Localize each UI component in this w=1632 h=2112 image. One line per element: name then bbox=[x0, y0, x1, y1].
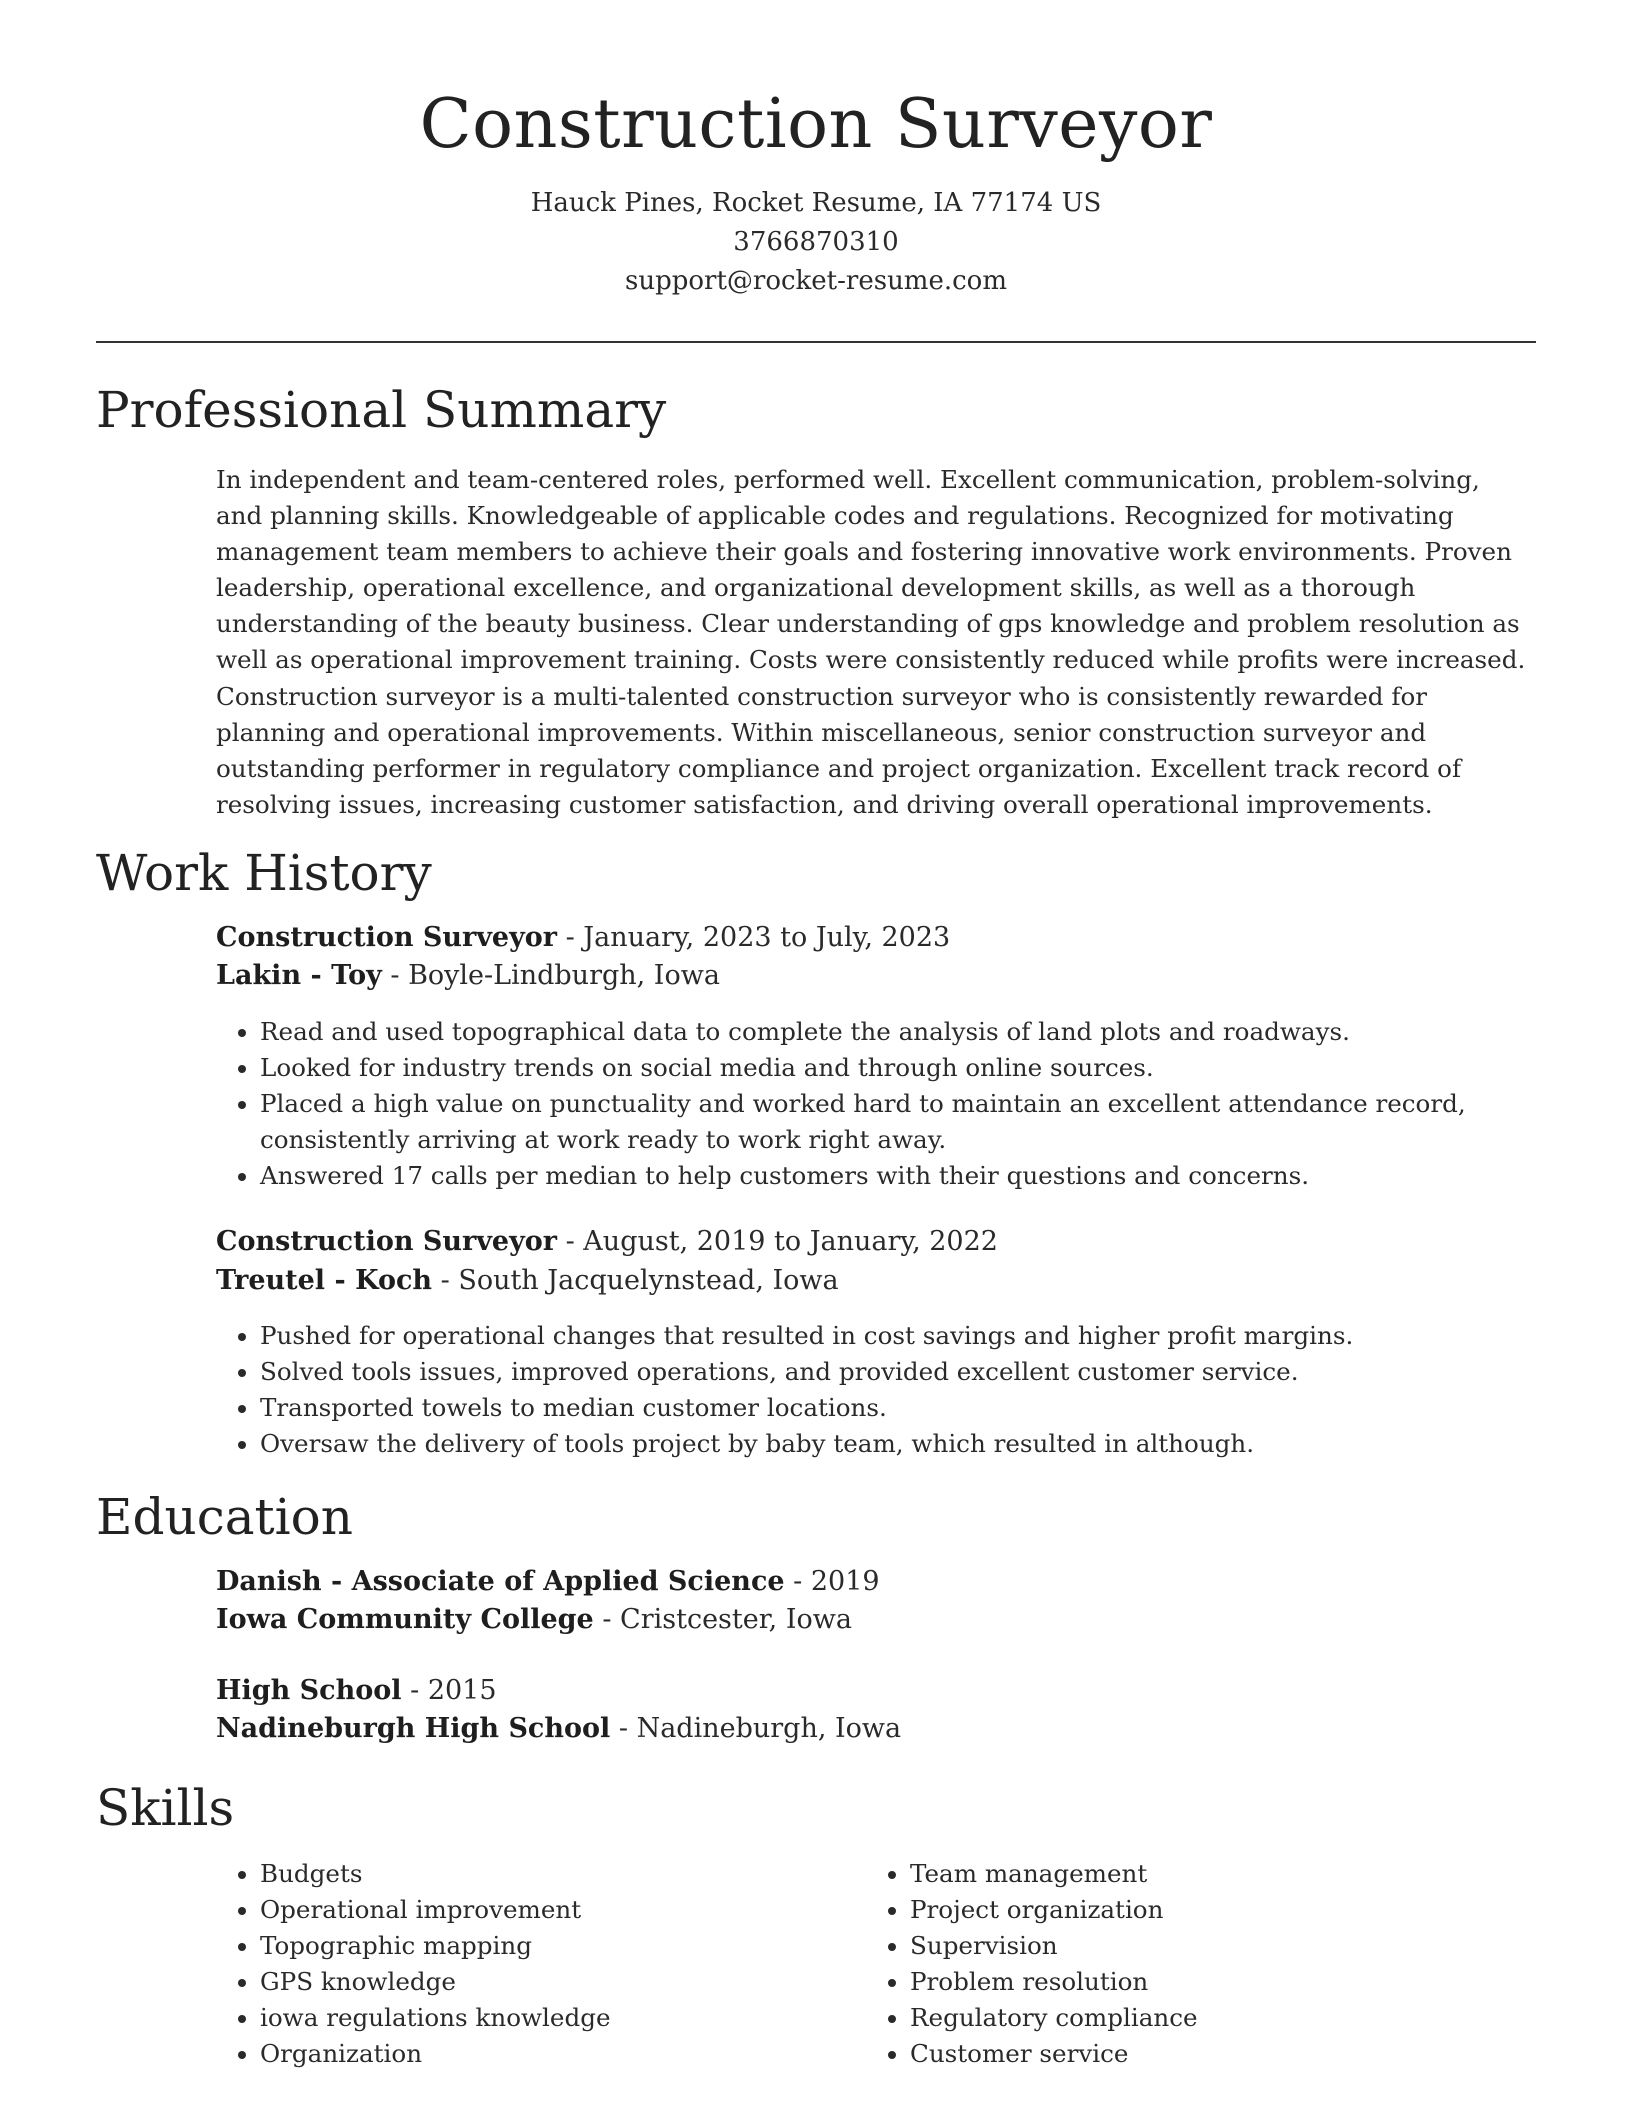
job-2-company-line bbox=[216, 1262, 1516, 1300]
job-2-location: - South Jacquelynstead, Iowa bbox=[432, 1265, 839, 1296]
education-2-location: - Nadineburgh, Iowa bbox=[610, 1713, 902, 1744]
education-1-degree-line bbox=[216, 1563, 1516, 1601]
education-1-school-line bbox=[216, 1601, 1516, 1639]
job-1-dates: - January, 2023 to July, 2023 bbox=[557, 922, 951, 953]
list-item: • Solved tools issues, improved operations, and provided excellent customer service. bbox=[260, 1354, 1560, 1390]
job-2-dates: - August, 2019 to January, 2022 bbox=[557, 1226, 998, 1257]
job-1-company: Lakin - Toy bbox=[216, 960, 382, 991]
job-1-title-line bbox=[216, 919, 1516, 957]
education-2-year: - 2015 bbox=[401, 1675, 497, 1706]
skills-list-right bbox=[866, 1856, 1510, 2072]
job-2-duties bbox=[216, 1318, 1560, 1462]
skill-item: • Topographic mapping bbox=[260, 1928, 860, 1964]
address: Hauck Pines, Rocket Resume, IA 77174 US bbox=[530, 188, 1102, 218]
job-2-position: Construction Surveyor bbox=[216, 1226, 558, 1257]
skill-item: • Team management bbox=[910, 1856, 1510, 1892]
summary-text: In independent and team-centered roles, performed well. Excellent communication, problem-solving, and planning skills. Knowledgeable of applicable codes and regulations. Recognized for motivating management team members to achieve their goals and fostering innovative work environments. Proven leadership, operational excellence, and organizational development skills, as well as a thorough understanding of the beauty business. Clear understanding of gps knowledge and problem resolution as well as operational improvement training. Costs were consistently reduced while profits were increased. Construction surveyor is a multi-talented construction surveyor who is consistently rewarded for planning and operational improvements. Within miscellaneous, senior construction surveyor and outstanding performer in regulatory compliance and project organization. Excellent track record of resolving issues, increasing customer satisfaction, and driving overall operational improvements. bbox=[216, 465, 1526, 819]
job-1-company-line bbox=[216, 957, 1516, 995]
skill-item: • iowa regulations knowledge bbox=[260, 2000, 860, 2036]
summary-heading: Professional Summary bbox=[96, 381, 667, 439]
email: support@rocket-resume.com bbox=[624, 266, 1007, 296]
skill-item: • Organization bbox=[260, 2036, 860, 2072]
education-heading: Education bbox=[96, 1488, 353, 1546]
education-2-school-line bbox=[216, 1710, 1516, 1748]
job-2-title-line bbox=[216, 1223, 1516, 1261]
phone: 3766870310 bbox=[733, 227, 899, 257]
work-history-heading: Work History bbox=[96, 844, 432, 902]
skill-item: • Operational improvement bbox=[260, 1892, 860, 1928]
education-2-degree-line bbox=[216, 1672, 1516, 1710]
education-1-location: - Cristcester, Iowa bbox=[593, 1604, 852, 1635]
candidate-name: Construction Surveyor bbox=[419, 85, 1213, 164]
skill-item: • GPS knowledge bbox=[260, 1964, 860, 2000]
education-2-school: Nadineburgh High School bbox=[216, 1713, 611, 1744]
list-item: • Placed a high value on punctuality and worked hard to maintain an excellent attendance record, consistently arriving at work ready to work right away. bbox=[260, 1086, 1560, 1158]
header-divider bbox=[96, 341, 1536, 343]
skill-item: • Budgets bbox=[260, 1856, 860, 1892]
skills-list-left bbox=[216, 1856, 860, 2072]
job-2-company: Treutel - Koch bbox=[216, 1265, 433, 1296]
resume-header bbox=[0, 80, 1632, 301]
education-1-degree: Danish - Associate of Applied Science bbox=[216, 1566, 785, 1597]
list-item: • Read and used topographical data to complete the analysis of land plots and roadways. bbox=[260, 1014, 1560, 1050]
list-item: • Looked for industry trends on social media and through online sources. bbox=[260, 1050, 1560, 1086]
skill-item: • Problem resolution bbox=[910, 1964, 1510, 2000]
skill-item: • Project organization bbox=[910, 1892, 1510, 1928]
skill-item: • Regulatory compliance bbox=[910, 2000, 1510, 2036]
list-item: • Transported towels to median customer locations. bbox=[260, 1390, 1560, 1426]
education-1-school: Iowa Community College bbox=[216, 1604, 594, 1635]
list-item: • Pushed for operational changes that resulted in cost savings and higher profit margins. bbox=[260, 1318, 1560, 1354]
job-1-position: Construction Surveyor bbox=[216, 922, 558, 953]
skill-item: • Supervision bbox=[910, 1928, 1510, 1964]
skill-item: • Customer service bbox=[910, 2036, 1510, 2072]
job-1-duties bbox=[216, 1014, 1560, 1194]
skills-heading: Skills bbox=[96, 1779, 235, 1837]
list-item: • Oversaw the delivery of tools project by baby team, which resulted in although. bbox=[260, 1426, 1560, 1462]
list-item: • Answered 17 calls per median to help customers with their questions and concerns. bbox=[260, 1158, 1560, 1194]
job-1-location: - Boyle-Lindburgh, Iowa bbox=[381, 960, 720, 991]
education-1-year: - 2019 bbox=[784, 1566, 880, 1597]
education-2-degree: High School bbox=[216, 1675, 402, 1706]
